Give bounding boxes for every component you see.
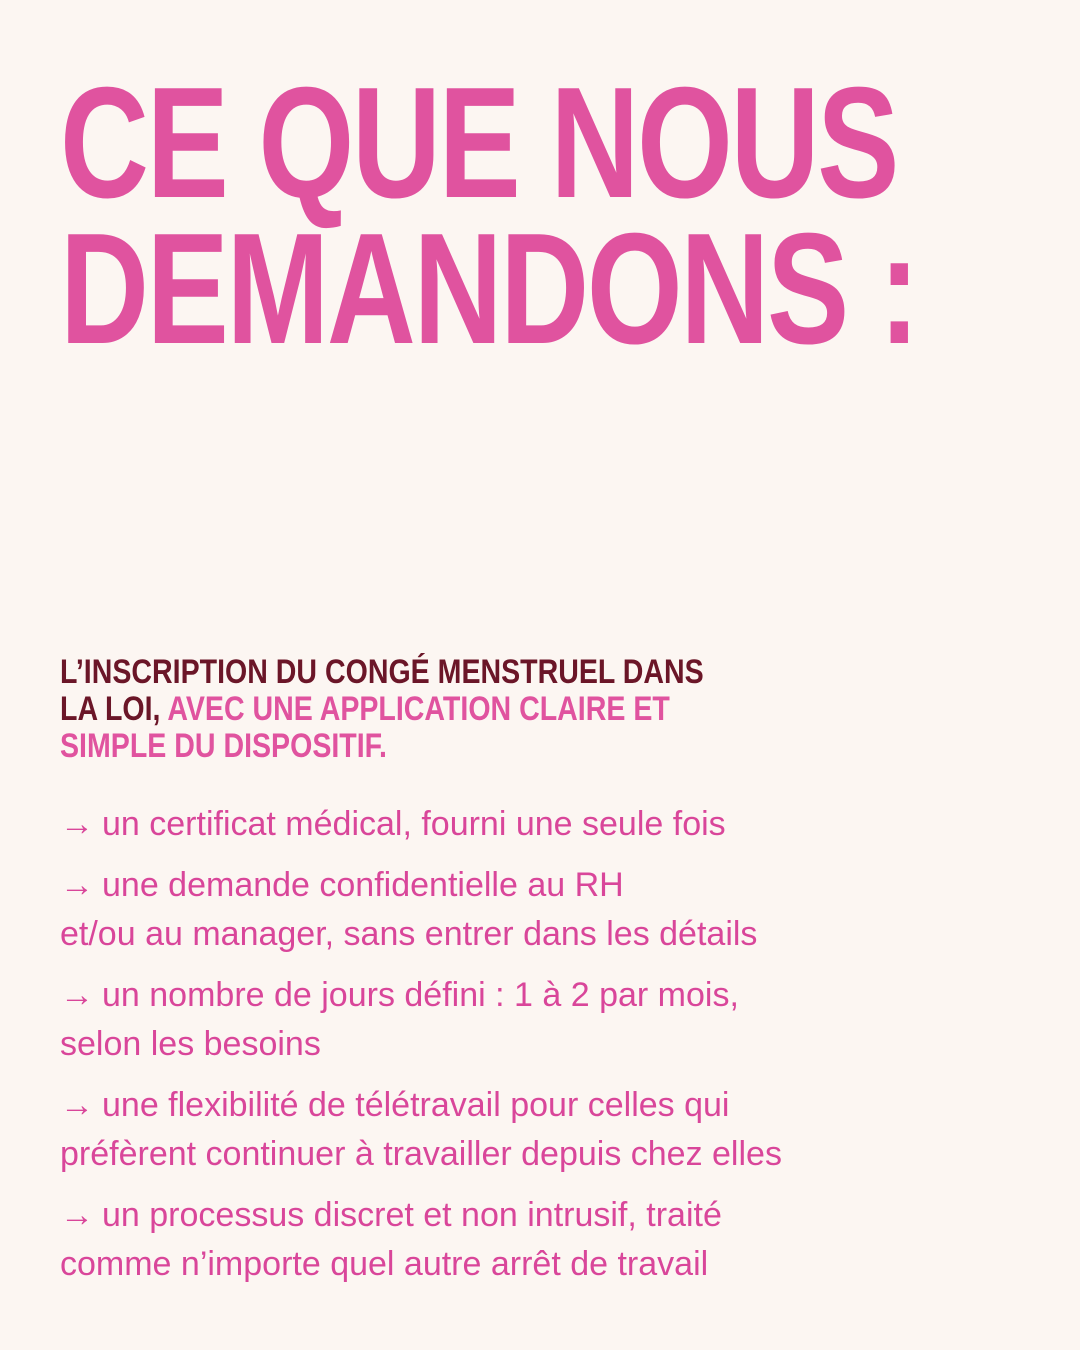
arrow-right-icon: → [60,976,94,1014]
title-line-2: DEMANDONS : [60,201,918,377]
list-item [60,971,960,1069]
arrow-right-icon: → [60,805,94,843]
item-line-2: comme n’importe quel autre arrêt de travail [60,1245,709,1283]
intro-statement [60,654,749,765]
arrow-right-icon: → [60,1196,94,1234]
item-line-1: un processus discret et non intrusif, traité [102,1196,722,1234]
list-item [60,800,960,849]
list-item [60,1081,960,1179]
item-line-2: selon les besoins [60,1025,321,1063]
intro-pink-part-1: AVEC UNE APPLICATION CLAIRE ET [167,690,670,728]
item-line-1: une flexibilité de télétravail pour celles qui [102,1086,730,1124]
arrow-right-icon: → [60,1086,94,1124]
demands-list [60,800,960,1301]
list-item [60,861,960,959]
intro-pink-part-2: SIMPLE DU DISPOSITIF. [60,727,387,765]
item-line-1: un certificat médical, fourni une seule fois [102,805,726,843]
title-line-1: CE QUE NOUS [60,55,898,231]
page-title [60,55,918,377]
intro-dark-line-1: L’INSCRIPTION DU CONGÉ MENSTRUEL DANS [60,653,704,691]
list-item [60,1191,960,1289]
item-line-2: préfèrent continuer à travailler depuis chez elles [60,1135,782,1173]
arrow-right-icon: → [60,866,94,904]
item-line-2: et/ou au manager, sans entrer dans les détails [60,915,758,953]
item-line-1: une demande confidentielle au RH [102,866,624,904]
intro-dark-line-2: LA LOI, [60,690,161,728]
item-line-1: un nombre de jours défini : 1 à 2 par mois, [102,976,739,1014]
